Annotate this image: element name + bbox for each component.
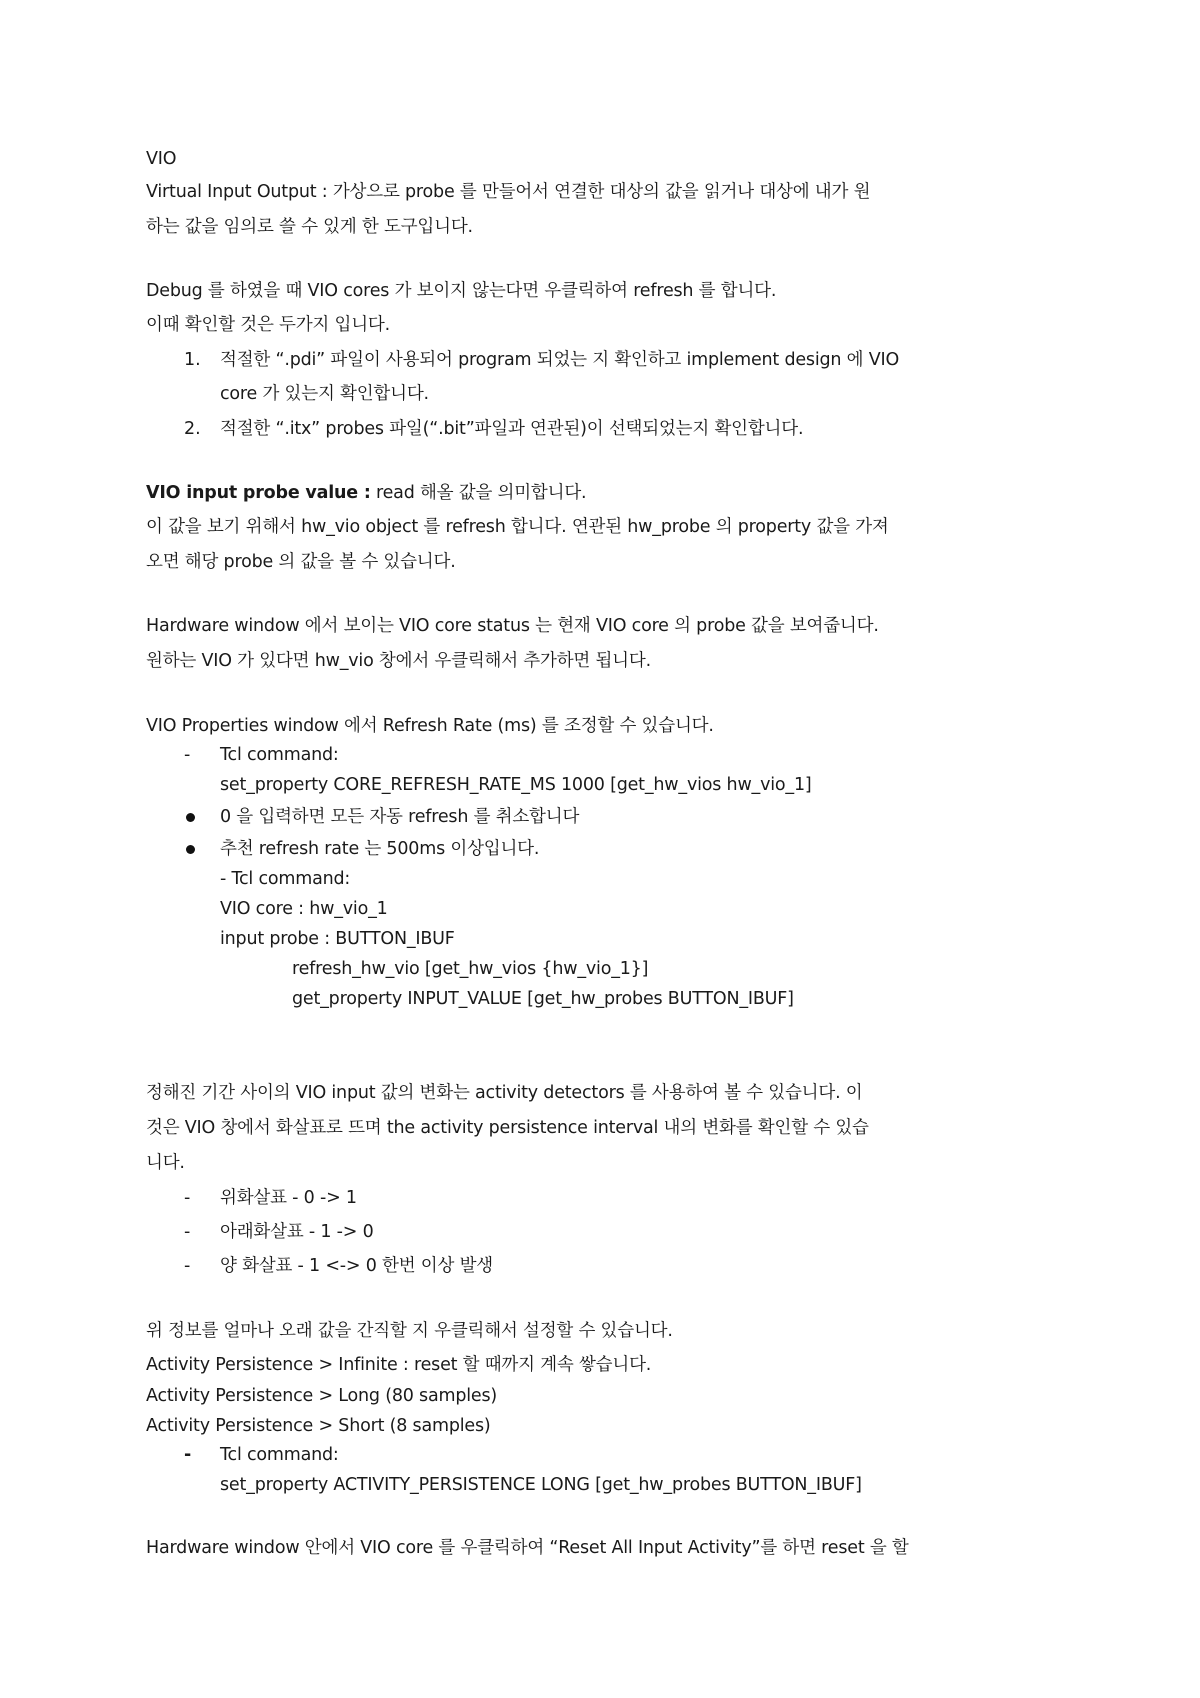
dash-marker: - xyxy=(184,1188,191,1208)
list-number-1: 1. xyxy=(184,350,201,370)
dash-marker: - xyxy=(184,745,191,765)
arrow-down-item: 아래화살표 - 1 -> 0 xyxy=(220,1222,374,1242)
activity-line-2: 것은 VIO 창에서 화살표로 뜨며 the activity persistence interval 내의 변화를 확인할 수 있습 xyxy=(146,1118,869,1138)
persist-long: Activity Persistence > Long (80 samples) xyxy=(146,1386,498,1406)
input-probe-name-line: input probe : BUTTON_IBUF xyxy=(220,929,455,949)
bullet-item-1: 0 을 입력하면 모든 자동 refresh 를 취소합니다 xyxy=(220,807,580,827)
input-probe-line-1 xyxy=(146,482,586,504)
debug-line-2: 이때 확인할 것은 두가지 입니다. xyxy=(146,315,390,335)
arrow-up-item: 위화살표 - 0 -> 1 xyxy=(220,1188,357,1208)
activity-line-1: 정해진 기간 사이의 VIO input 값의 변화는 activity detectors 를 사용하여 볼 수 있습니다. 이 xyxy=(146,1083,863,1103)
list-number-2: 2. xyxy=(184,419,201,439)
list-item-1-line-2: core 가 있는지 확인합니다. xyxy=(220,384,429,404)
arrow-both-item: 양 화살표 - 1 <-> 0 한번 이상 발생 xyxy=(220,1256,493,1276)
dash-marker: - xyxy=(184,1445,192,1465)
input-probe-line-2: 이 값을 보기 위해서 hw_vio object 를 refresh 합니다. 연관된 hw_probe 의 property 값을 가져 xyxy=(146,517,889,537)
persist-intro: 위 정보를 얼마나 오래 값을 간직할 지 우클릭해서 설정할 수 있습니다. xyxy=(146,1321,673,1341)
document-page xyxy=(146,0,1066,1698)
bullet-icon xyxy=(186,813,195,822)
list-item-1-line-1: 적절한 “.pdi” 파일이 사용되어 program 되었는 지 확인하고 implement design 에 VIO xyxy=(220,350,900,370)
refresh-hw-vio-command: refresh_hw_vio [get_hw_vios {hw_vio_1}] xyxy=(292,959,649,979)
doc-title: VIO xyxy=(146,149,177,169)
input-probe-line-3: 오면 해당 probe 의 값을 볼 수 있습니다. xyxy=(146,552,456,572)
get-property-command: get_property INPUT_VALUE [get_hw_probes BUTTON_IBUF] xyxy=(292,989,794,1009)
tcl-refresh-rate-command: set_property CORE_REFRESH_RATE_MS 1000 [get_hw_vios hw_vio_1] xyxy=(220,775,812,795)
tcl-label-3: Tcl command: xyxy=(220,1445,339,1465)
dash-marker: - xyxy=(184,1256,191,1276)
input-probe-heading: VIO input probe value : xyxy=(146,483,371,503)
persist-infinite: Activity Persistence > Infinite : reset 할 때까지 계속 쌓습니다. xyxy=(146,1355,652,1375)
vio-core-line: VIO core : hw_vio_1 xyxy=(220,899,388,919)
reset-line: Hardware window 안에서 VIO core 를 우클릭하여 “Reset All Input Activity”를 하면 reset 을 할 xyxy=(146,1538,909,1558)
tcl-label: Tcl command: xyxy=(220,745,339,765)
hw-window-line-1: Hardware window 에서 보이는 VIO core status 는 현재 VIO core 의 probe 값을 보여줍니다. xyxy=(146,616,879,636)
activity-line-3: 니다. xyxy=(146,1153,185,1173)
intro-line-1: Virtual Input Output : 가상으로 probe 를 만들어서 연결한 대상의 값을 읽거나 대상에 내가 원 xyxy=(146,182,871,202)
input-probe-rest: read 해올 값을 의미합니다. xyxy=(370,483,587,503)
tcl-persist-command: set_property ACTIVITY_PERSISTENCE LONG [get_hw_probes BUTTON_IBUF] xyxy=(220,1475,862,1495)
dash-marker: - xyxy=(184,1222,191,1242)
props-line-1: VIO Properties window 에서 Refresh Rate (ms) 를 조정할 수 있습니다. xyxy=(146,716,714,736)
persist-short: Activity Persistence > Short (8 samples) xyxy=(146,1416,491,1436)
bullet-icon xyxy=(186,845,195,854)
bullet-item-2: 추천 refresh rate 는 500ms 이상입니다. xyxy=(220,839,540,859)
tcl-label-2: - Tcl command: xyxy=(220,869,351,889)
debug-line-1: Debug 를 하였을 때 VIO cores 가 보이지 않는다면 우클릭하여 refresh 를 합니다. xyxy=(146,281,777,301)
intro-line-2: 하는 값을 임의로 쓸 수 있게 한 도구입니다. xyxy=(146,217,473,237)
hw-window-line-2: 원하는 VIO 가 있다면 hw_vio 창에서 우클릭해서 추가하면 됩니다. xyxy=(146,651,651,671)
list-item-2-line-1: 적절한 “.itx” probes 파일(“.bit”파일과 연관된)이 선택되었는지 확인합니다. xyxy=(220,419,804,439)
